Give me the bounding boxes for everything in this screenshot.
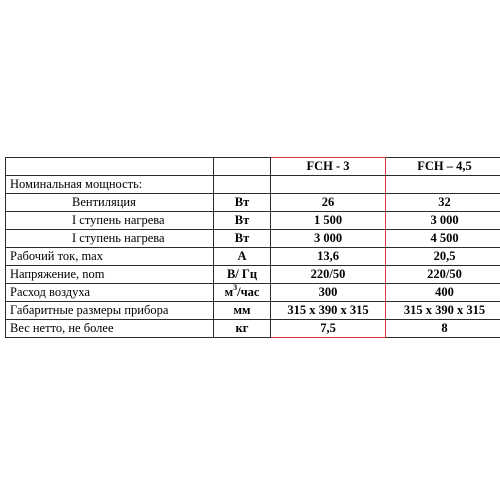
- row-value-fch-3: 13,6: [271, 248, 386, 266]
- table-row: [6, 320, 500, 338]
- table-header-row: [6, 158, 500, 176]
- row-unit: кг: [214, 320, 271, 338]
- table-cell: [271, 176, 386, 194]
- row-value-fch-3: 315 x 390 x 315: [271, 302, 386, 320]
- row-label: Габаритные размеры прибора: [6, 302, 214, 320]
- header-unit-cell: [214, 158, 271, 176]
- row-label: Вес нетто, не более: [6, 320, 214, 338]
- row-value-fch-4-5: 4 500: [386, 230, 500, 248]
- row-value-fch-4-5: 8: [386, 320, 500, 338]
- unit-rest: /час: [237, 285, 260, 299]
- header-name-cell: [6, 158, 214, 176]
- table-row: [6, 302, 500, 320]
- row-value-fch-4-5: 32: [386, 194, 500, 212]
- row-value-fch-3: 1 500: [271, 212, 386, 230]
- row-value-fch-4-5: 400: [386, 284, 500, 302]
- row-unit: мм: [214, 302, 271, 320]
- row-unit: Вт: [214, 212, 271, 230]
- table-cell: [214, 176, 271, 194]
- unit-base: м: [224, 285, 234, 299]
- header-model-fch-4-5: FCH – 4,5: [386, 158, 500, 176]
- table-row: [6, 284, 500, 302]
- row-label: Вентиляция: [6, 194, 214, 212]
- row-unit: В/ Гц: [214, 266, 271, 284]
- row-label: I ступень нагрева: [6, 230, 214, 248]
- table-section-row: [6, 176, 500, 194]
- row-value-fch-4-5: 3 000: [386, 212, 500, 230]
- table-row: [6, 248, 500, 266]
- row-unit: Вт: [214, 194, 271, 212]
- row-value-fch-3: 7,5: [271, 320, 386, 338]
- row-label: Расход воздуха: [6, 284, 214, 302]
- header-model-fch-3: FCH - 3: [271, 158, 386, 176]
- row-value-fch-4-5: 20,5: [386, 248, 500, 266]
- row-value-fch-4-5: 315 x 390 x 315: [386, 302, 500, 320]
- row-label: Рабочий ток, max: [6, 248, 214, 266]
- table-row: [6, 230, 500, 248]
- row-value-fch-3: 300: [271, 284, 386, 302]
- row-value-fch-3: 220/50: [271, 266, 386, 284]
- row-value-fch-3: 3 000: [271, 230, 386, 248]
- specifications-table: [5, 157, 500, 338]
- unit-superscript: 3: [233, 283, 238, 292]
- table-cell: [386, 176, 500, 194]
- section-label-nominal-power: Номинальная мощность:: [6, 176, 214, 194]
- row-unit: А: [214, 248, 271, 266]
- table-row: [6, 212, 500, 230]
- row-value-fch-4-5: 220/50: [386, 266, 500, 284]
- row-unit: [214, 284, 271, 302]
- row-label: I ступень нагрева: [6, 212, 214, 230]
- row-label: Напряжение, nom: [6, 266, 214, 284]
- row-value-fch-3: 26: [271, 194, 386, 212]
- table-row: [6, 194, 500, 212]
- row-unit: Вт: [214, 230, 271, 248]
- table-row: [6, 266, 500, 284]
